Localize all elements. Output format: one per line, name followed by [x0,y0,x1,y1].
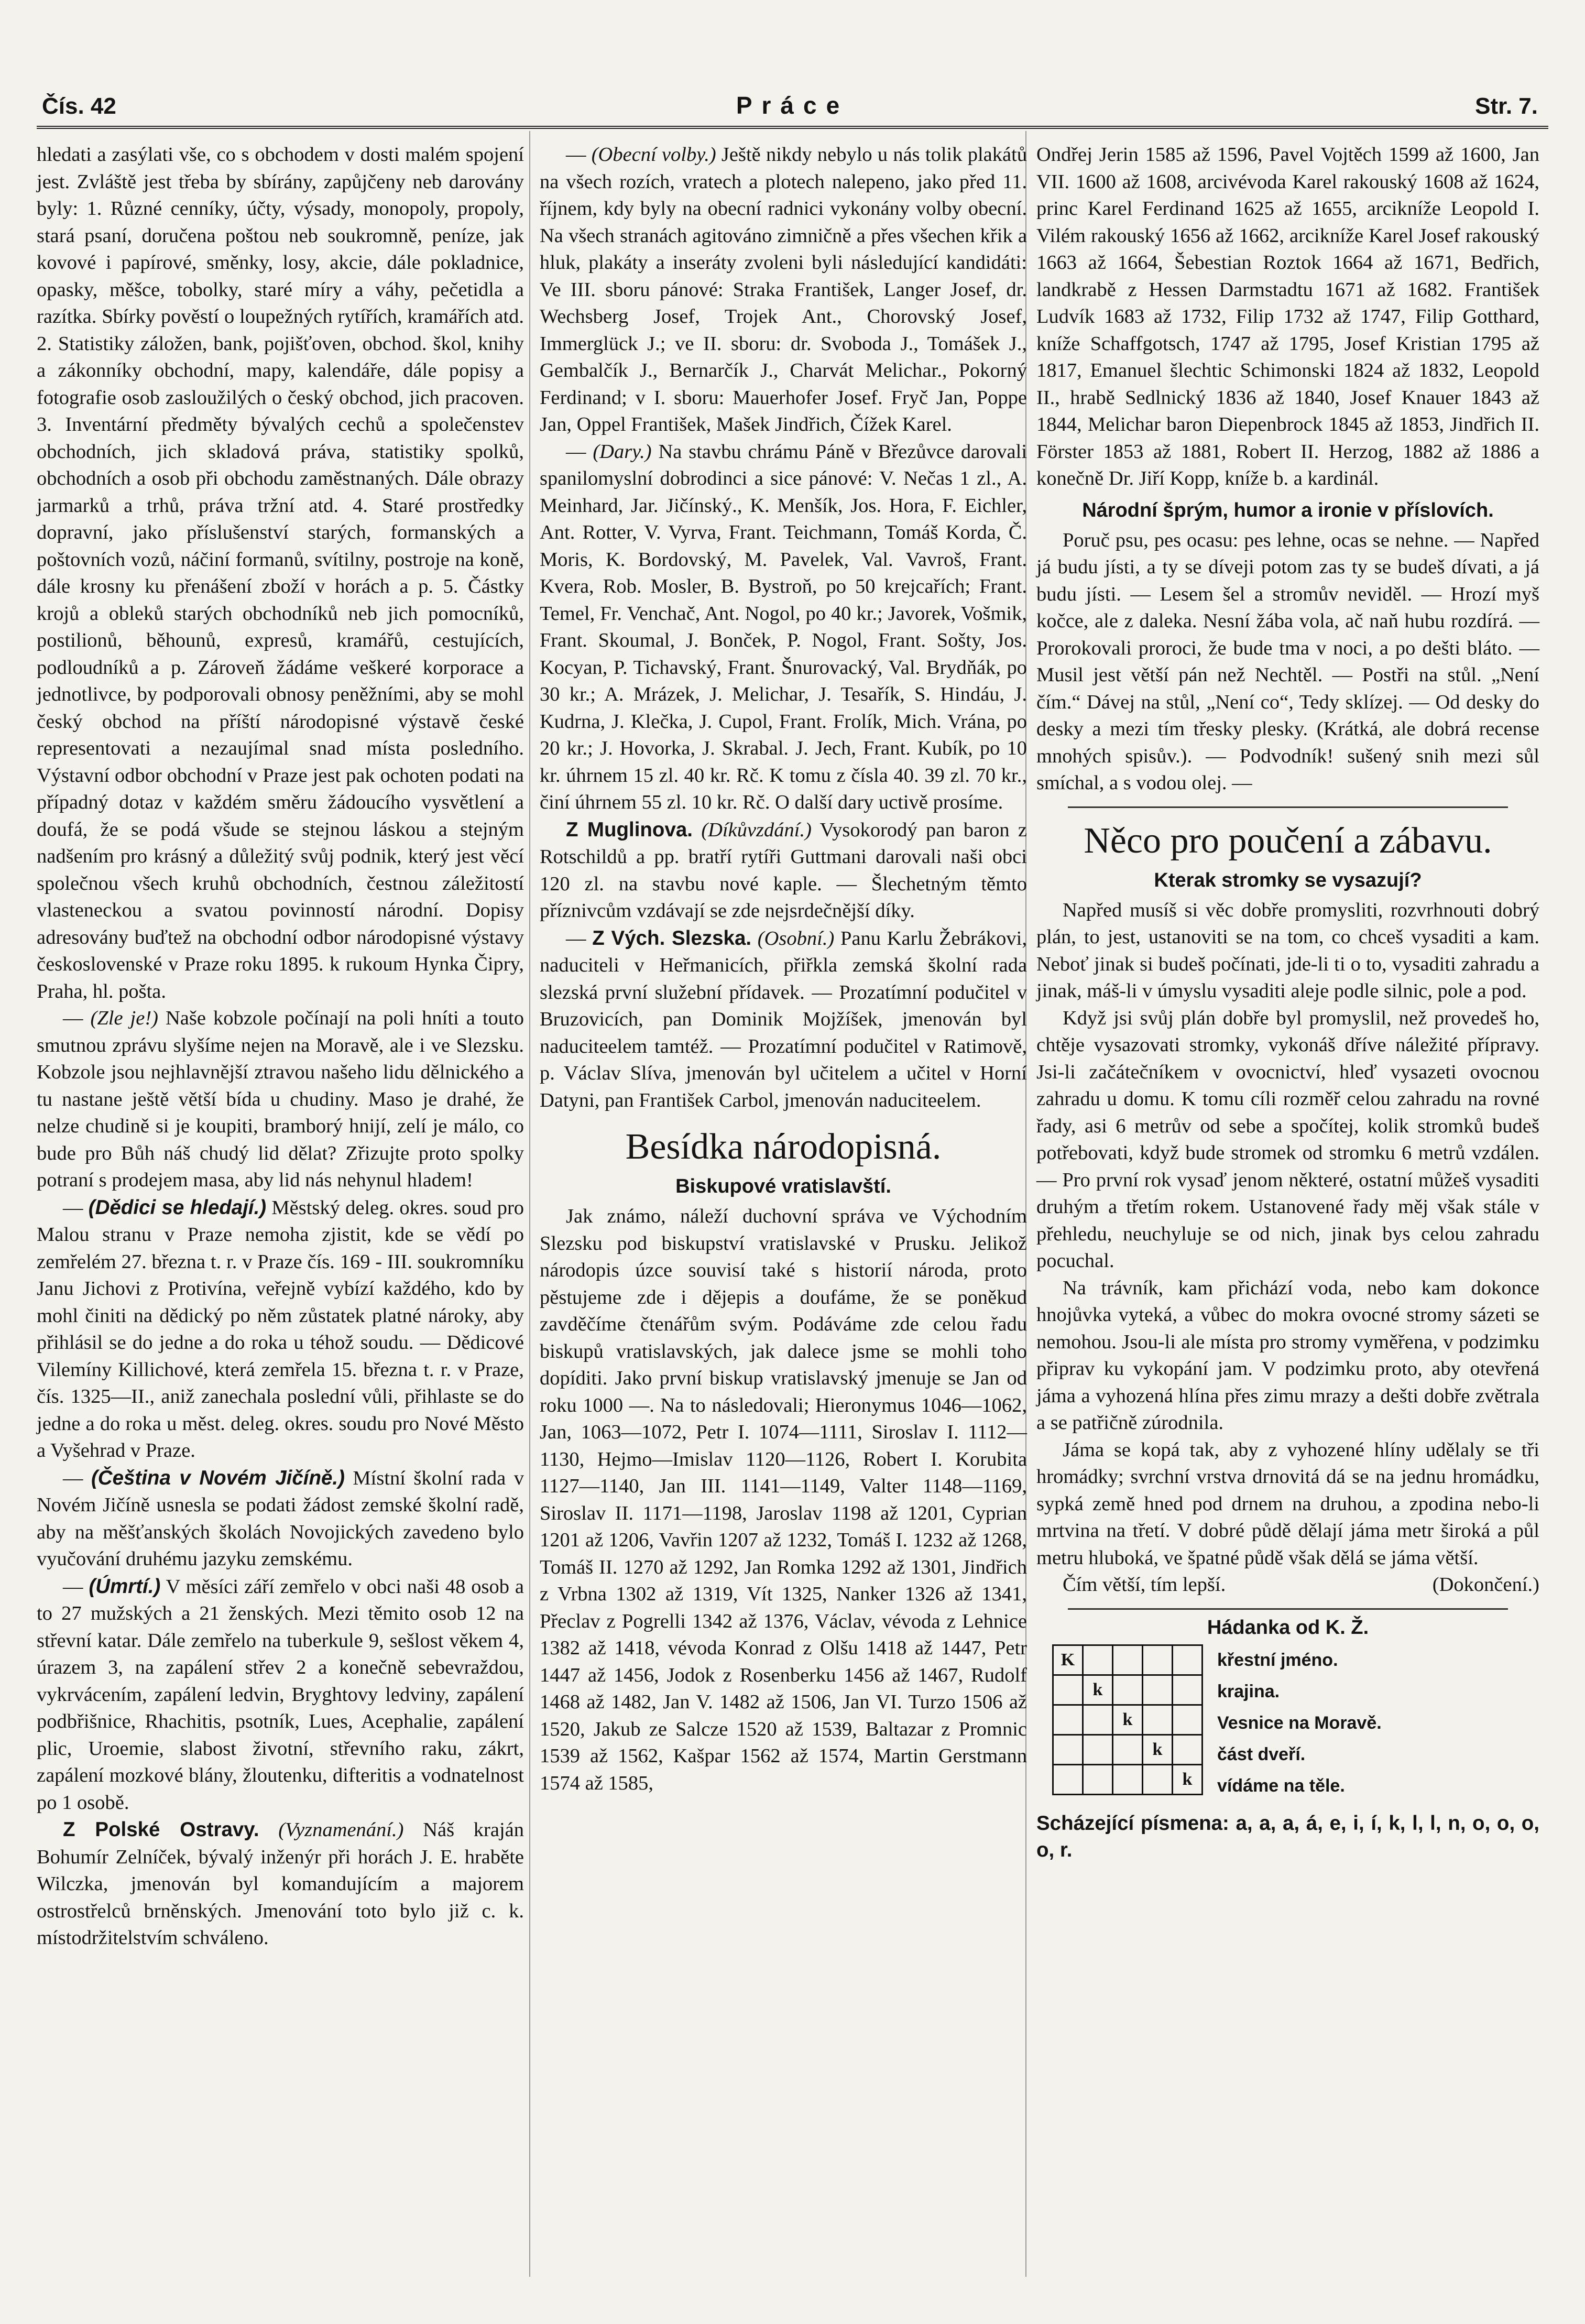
article-text: Náš kraján Bohumír Zelníček, bývalý inženýr při horách J. E. hraběte Wilczka, jmenován byl komandujícím a majorem ostrostřelců brněnských. Jmenování toto bylo již c. k. místodržitelstvím schváleno. [37,1819,524,1949]
article-heading: (Dědici se hledají.) [88,1196,267,1219]
puzzle-clue: část dveří. [1217,1744,1306,1764]
article-paragraph: Na trávník, kam přichází voda, nebo kam dokonce hnojůvka vyteká, a vůbec do mokra ovocné stromy sázeti se nemohou. Jsou-li ale místa pro stromy vyměřena, v podzimku připrav ku vykopání jam. V podzimku proto, aby otevřená jáma a vyhozená hlína přes zimu mrazy a dešti dobře zvětrala a se patřičně zúrodnila. [1036,1276,1539,1434]
puzzle-cell: k [1113,1705,1143,1734]
continuation-note: (Dokončení.) [1432,1574,1539,1596]
article-paragraph: — (Dary.) Na stavbu chrámu Páně v Březůvce darovali spanilomyslní dobrodinci a sice pánové: V. Nečas 1 zl., A. Meinhard, Jar. Jičínský., K. Menšík, Jos. Hora, F. Eichler, Ant. Rotter, V. Vyrva, Frant. Teichmann, Tomáš Korda, Č. Moris, K. Bordovský, M. Pavelek, Val. Vavroš, Frant. Kvera, Rob. Mosler, B. Bystroň, po 50 krejcařích; Frant. Temel, Fr. Venchač, Ant. Nogol, po 40 kr.; Javorek, Vošmik, Frant. Skoumal, J. Bonček, P. Nogol, Frant. Sošty, Jos. Kocyan, P. Tichavský, Frant. Šnurovacký, Val. Brydňák, po 30 kr.; A. Mrázek, J. Melichar, J. Tesařík, S. Hindáu, J. Kudrna, J. Klečka, J. Cupol, Frant. Frolík, Mich. Vrána, po 20 kr.; J. Hovorka, J. Skrabal. J. Jech, Frant. Kubík, po 10 kr. úhrnem 15 zl. 40 kr. Rč. K tomu z čísla 40. 39 zl. 70 kr., činí úhrnem 55 zl. 10 kr. Rč. O další dary uctivě prosíme. [540,440,1027,813]
section-subtitle: Biskupové vratislavští. [675,1175,891,1197]
article-heading: (Obecní volby.) [591,144,716,166]
section-rule [1068,1608,1508,1610]
article-paragraph [1036,1572,1539,1599]
article-paragraph: — Z Vých. Slezska. (Osobní.) Panu Karlu Žebrákovi, naduciteli v Heřmanicích, přiřkla zemská školní rada slezská první služební přídavek. — Prozatímní podučitel v Bruzovicích, pan Dominik Mojžíšek, jmenován byl naduciteelem tamtéž. — Prozatímní podučitel v Ratimově, p. Václav Slíva, jmenován byl učitelem a učitel v Horní Datyni, pan František Carbol, jmenován naduciteelem. [540,926,1027,1111]
article-text: Na stavbu chrámu Páně v Březůvce darovali spanilomyslní dobrodinci a sice pánové: V. Nečas 1 zl., A. Meinhard, Jar. Jičínský., K. Menšík, Jos. Hora, F. Eichler, Ant. Rotter, V. Vyrva, Frant. Teichmann, Tomáš Korda, Č. Moris, K. Bordovský, M. Pavelek, Val. Vavroš, Frant. Kvera, Rob. Mosler, B. Bystroň, po 50 krejcařích; Frant. Temel, Fr. Venchač, Ant. Nogol, po 40 kr.; Javorek, Vošmik, Frant. Skoumal, J. Bonček, P. Nogol, Frant. Sošty, Jos. Kocyan, P. Tichavský, Frant. Šnurovacký, Val. Brydňák, po 30 kr.; A. Mrázek, J. Melichar, J. Tesařík, S. Hindáu, J. Kudrna, J. Klečka, J. Cupol, Frant. Frolík, Mich. Vrána, po 20 kr.; J. Hovorka, J. Skrabal. J. Jech, Frant. Kubík, po 10 kr. úhrnem 15 zl. 40 kr. Rč. K tomu z čísla 40. 39 zl. 70 kr., činí úhrnem 55 zl. 10 kr. Rč. O další dary uctivě prosíme. [540,440,1027,813]
page-header [37,79,1548,129]
issue-number: Čís. 42 [42,93,116,119]
article-paragraph: Napřed musíš si věc dobře promysliti, rozvrhnouti dobrý plán, to jest, ustanoviti se na tom, co chceš vysaditi a kam. Neboť jinak si budeš počínati, jde-li ti o to, vysaditi zahradu a jinak, máš-li v úmyslu vysaditi aleje podle silnic, pole a pod. [1036,899,1539,1002]
section-subtitle: Národní šprým, humor a ironie v příslovích. [1082,499,1494,521]
article-paragraph: Když jsi svůj plán dobře byl promyslil, než provedeš ho, chtěje vysazovati stromky, vykonáš dříve náležité přípravy. Jsi-li začátečníkem v ovocnictví, hleď vysazeti ovocnou zahradu u domu. K tomu cíli rozměř celou zahradu na rovné řady, asi 6 metrův od sebe a spočítej, kolik stromků budeš potřebovati, když bude stromek od stromku 6 metrů vzdálen. — Pro první rok vysaď jenom některé, ostatní můžeš vysaditi druhým a třetím rokem. Ustanovené řady měj však stále v přehledu, neuchyluje se od nich, jinak bys celou zahradu pocuchal. [1036,1007,1539,1272]
article-heading: (Vyznamenání.) [278,1819,404,1841]
article-paragraph: — (Zle je!) Naše kobzole počínají na poli hníti a touto smutnou zprávu slyšíme nejen na Moravě, ale i ve Slezsku. Kobzole jsou nejhlavnější ztravou našeho lidu dělnického a tu nastane ještě větší bída u chudiny. Maso je drahé, že nelze chudině si je koupiti, bramborý hnijí, zelí je málo, co bude pro Bůh náš chudý lid dělat? Zřizujte proto spolky potraní s prodejem masa, aby lid nás nehynul hladem! [37,1007,524,1191]
column-3 [1036,141,1539,1864]
article-text: Čím větší, tím lepší. [1063,1574,1226,1596]
article-heading: (Úmrtí.) [89,1575,161,1598]
puzzle-cell: k [1173,1764,1203,1794]
article-paragraph: hledati a zasýlati vše, co s obchodem v dosti malém spojení jest. Zvláště jest třeba by sbírány, zapůjčeny neb darovány byly: 1. Různé cenníky, účty, výsady, monopoly, propoly, stará psaní, doručena poštou neb soukromně, peníze, jak kovové i papírové, směnky, losy, akcie, dále pokladnice, opasky, měšce, tobolky, staré míry a váhy, pečetidla a razítka. Sbírky pověstí o loupežných rytířích, kramářích atd. 2. Statistiky záložen, bank, pojišťoven, obchod. škol, knihy a zákonníky obchodní, mapy, kalendáře, dále popisy a fotografie osob zasloužilých o český obchod, jich pracoven. 3. Inventární předměty bývalých cechů a společenstev obchodních, jich skladová práva, statistiky spolků, obchodních a osob při obchodu zaměstnaných. Dále obrazy jarmarků a trhů, práva tržní atd. 4. Staré prostředky dopravní, jako příslušenství starých, formanských a poštovních vozů, náčiní formanů, svítilny, postroje na koně, dále krosny ku přenášení zboží v horách a p. 5. Částky krojů a obleků starých obchodníků neb jich pomocníků, postilionů, běhounů, expresů, kramářů, cestujících, podloudníků a p. Zároveň žádáme veškeré korporace a jednotlivce, by podporovali obnosy peněžními, aby se mohl český obchod na příští národopisné výstavě české representovati a nezaujímal snad místa posledního. Výstavní odbor obchodní v Praze jest pak ochoten podati na případný dotaz v každém směru žádoucího vysvětlení a doufá, že se podá všude se stejnou láskou a stejným nadšením pro krásný a důležitý svůj podnik, který jest věcí společnou všech kruhů obchodních, čestnou záležitostí vlasteneckou a svatou povinností národní. Dopisy adresovány buďtež na obchodní odbor národopisné výstavy československé v Praze roku 1895. k rukoum Hynka Čipry, Praha, hl. pošta. [37,144,524,1002]
article-paragraph: — (Čeština v Novém Jičíně.) Místní školní rada v Novém Jičíně usnesla se podati žádost zemské školní radě, aby na měšťanských školách Novojických zavedeno bylo vyučování druhému jazyku zemskému. [37,1466,524,1570]
article-text: V měsíci září zemřelo v obci naši 48 osob a to 27 mužských a 21 ženských. Mezi těmito osob 12 na střevní katar. Dále zemřelo na tuberkule 9, sešlost věkem 4, úrazem 3, na zapálení střev 2 a konečně sebevraždou, vykrvácením, zapálení ledvin, Bryghtovy ledviny, zapálení podbřišnice, Rhachitis, psotník, Lues, Acephalie, zapálení plic, Uroemie, slabost životní, střevního raku, zákrt, zapálení mozkové blány, žloutenku, difteritis a vodnatelnost po 1 osobě. [37,1575,524,1814]
column-divider [529,131,530,2277]
article-text: Městský deleg. okres. soud pro Malou stranu v Praze nemoha zjistit, kde se vědí po zemřelém 27. března t. r. v Praze čís. 169 - III. soukromníku Janu Jichovi z Protivína, veřejně vybízí každého, kdo by mohl činiti na dědický po něm zůstatek platné nároky, aby přihlásil se do jedne a do roka u téhož soudu. — Dědicové Vilemíny Killichové, která zemřela 15. března t. r. v Praze, čís. 1325—II., aniž zanechala poslední vůli, přihlaste se do jedne a do roka u měst. deleg. okres. soudu pro Nové Město a Vyšehrad v Praze. [37,1196,524,1461]
article-place: Z Vých. Slezska. [592,926,752,950]
column-2 [540,141,1027,1797]
article-heading: (Dary.) [593,440,652,463]
section-subtitle: Kterak stromky se vysazují? [1154,869,1422,891]
article-text: Ještě nikdy nebylo u nás tolik plakátů na všech rozích, vratech a plotech nalepeno, jako před 11. říjnem, kdy byly na obecní radnici vykonány volby obecní. Na všech stranách agitováno zimničně a přes všechen křik a hluk, plakáty a inseráty zvoleni byli následující kandidáti: Ve III. sboru pánové: Straka František, Langer Josef, dr. Wechsberg Josef, Trojek Ant., Chorovský Josef, Immerglück J.; ve II. sboru: dr. Svoboda J., Tomášek J., Gembalčík J., Bernarčík J., Charvát Melichar., Pokorný Ferdinand; v I. sboru: Mauerhofer Josef. Fryč Jan, Poppe Jan, Oppel František, Mašek Jindřich, Čížek Karel. [540,144,1027,435]
puzzle-grid [1052,1644,1203,1795]
puzzle-cell: K [1053,1645,1083,1675]
article-text: Místní školní rada v Novém Jičíně usnesla se podati žádost zemské školní radě, aby na měšťanských školách Novojických zavedeno bylo vyučování druhému jazyku zemskému. [37,1467,524,1570]
puzzle-clue: křestní jméno. [1217,1650,1338,1670]
article-paragraph: Poruč psu, pes ocasu: pes lehne, ocas se nehne. — Napřed já budu jísti, a ty se díveji potom zas ty se budeš dívati, a já budu jísti. — Lesem šel a stromův neviděl. — Hrozí myš kočce, ale z daleka. Nesní žába vola, ač naň hubu rozdírá. — Prorokovali proroci, že bude tma v noci, a po dešti bláto. — Musil jest větší pán než Nechtěl. — Postři na stůl. „Není čím.“ Dávej na stůl, „Není co“, Tedy sklízej. — Od desky do desky a mezi tím třesky plesky. (Krátká, ale dobrá recense mnohých spisův.). — Podvodník! sušený snih mezi sůl smíchal, a s vodou olej. — [1036,529,1539,794]
article-heading: (Osobní.) [757,927,835,950]
article-paragraph: Jáma se kopá tak, aby z vyhozené hlíny udělaly se tři hromádky; svrchní vrstva drnovitá dá se na jednu hromádku, sypká země hned pod drnem na druhou, a zpodina nebo-li mrtvina na třetí. V dobré půdě dělají jáma metr široká a půl metru hluboká, ve špatné půdě však dělá se jáma větší. [1036,1438,1539,1569]
article-text: Panu Karlu Žebrákovi, naduciteli v Heřmanicích, přiřkla zemská školní rada slezská první služební přídavek. — Prozatímní podučitel v Bruzovicích, pan Dominik Mojžíšek, jmenován byl naduciteelem tamtéž. — Prozatímní podučitel v Ratimově, p. Václav Slíva, jmenován byl učitelem a učitel v Horní Datyni, pan František Carbol, jmenován naduciteelem. [540,927,1027,1111]
article-text: Vysokorodý pan baron z Rotschildů a pp. bratří rytíři Guttmani darovali naši obci 120 zl. na stavbu nové kaple. — Šlechetným těmto příznivcům vzdávají se zde nejsrdečnější díky. [540,819,1027,922]
article-paragraph: — (Dědici se hledají.) Městský deleg. okres. soud pro Malou stranu v Praze nemoha zjistit, kde se vědí po zemřelém 27. března t. r. v Praze čís. 169 - III. soukromníku Janu Jichovi z Protivína, veřejně vybízí každého, kdo by mohl činiti na dědický po něm zůstatek platné nároky, aby přihlásil se do jedne a do roka u téhož soudu. — Dědicové Vilemíny Killichové, která zemřela 15. března t. r. v Praze, čís. 1325—II., aniž zanechala poslední vůli, přihlaste se do jedne a do roka u měst. deleg. okres. soudu pro Nové Město a Vyšehrad v Praze. [37,1196,524,1461]
puzzle-missing-letters: Scházející písmena: a, a, a, á, e, i, í, k, l, l, n, o, o, o, o, r. [1036,1812,1539,1861]
puzzle-title: Hádanka od K. Ž. [1207,1616,1369,1639]
article-paragraph: — (Úmrtí.) V měsíci září zemřelo v obci naši 48 osob a to 27 mužských a 21 ženských. Mezi těmito osob 12 na střevní katar. Dále zemřelo na tuberkule 9, sešlost věkem 4, úrazem 3, na zapálení střev 2 a konečně sebevraždou, vykrvácením, zapálení ledvin, Bryghtovy ledviny, zapálení podbřišnice, Rhachitis, psotník, Lues, Acephalie, zapálení plic, Uroemie, slabost životní, střevního raku, zákrt, zapálení mozkové blány, žloutenku, difteritis a vodnatelnost po 1 osobě. [37,1575,524,1814]
puzzle-clue: krajina. [1217,1681,1280,1701]
section-title: Něco pro poučení a zábavu. [1084,820,1492,861]
article-paragraph: Ondřej Jerin 1585 až 1596, Pavel Vojtěch 1599 až 1600, Jan VII. 1600 až 1608, arcivévoda Karel rakouský 1608 až 1624, princ Karel Ferdinand 1625 až 1655, arcikníže Leopold I. Vilém rakouský 1656 až 1662, arcikníže Karel Josef rakouský 1663 až 1664, Šebestian Roztok 1664 až 1671, Bedřich, landkrabě z Hessen Darmstadtu 1671 až 1682. František Ludvík 1683 až 1732, Filip 1732 až 1747, Filip Gotthard, kníže Schaffgotsch, 1747 až 1795, Josef Kristian 1795 až 1817, Emanuel šlechtic Schimonski 1824 až 1832, Leopold II., hrabě Sedlnický 1836 až 1840, Josef Knauer 1843 až 1844, Melichar baron Diepenbrock 1845 až 1853, Jindřich II. Förster 1853 až 1881, Robert II. Herzog, 1882 až 1886 a konečně Dr. Jiří Kopp, kníže b. a kardinál. [1036,144,1539,489]
section-title: Besídka národopisná. [625,1127,942,1167]
puzzle-clue: vídáme na těle. [1217,1775,1345,1796]
article-paragraph [540,816,1027,925]
article-place: Z Polské Ostravy. [63,1818,259,1841]
article-paragraph: — (Obecní volby.) Ještě nikdy nebylo u nás tolik plakátů na všech rozích, vratech a plotech nalepeno, jako před 11. říjnem, kdy byly na obecní radnici vykonány volby obecní. Na všech stranách agitováno zimničně a přes všechen křik a hluk, plakáty a inseráty zvoleni byli následující kandidáti: Ve III. sboru pánové: Straka František, Langer Josef, dr. Wechsberg Josef, Trojek Ant., Chorovský Josef, Immerglück J.; ve II. sboru: dr. Svoboda J., Tomášek J., Gembalčík J., Bernarčík J., Charvát Melichar., Pokorný Ferdinand; v I. sboru: Mauerhofer Josef. Fryč Jan, Poppe Jan, Oppel František, Mašek Jindřich, Čížek Karel. [540,144,1027,435]
section-rule [1068,806,1508,808]
article-heading: (Zle je!) [90,1007,158,1029]
article-heading: (Díkůvzdání.) [701,819,812,841]
newspaper-title: Práce [736,92,849,119]
article-paragraph: Jak známo, náleží duchovní správa ve Východním Slezsku pod biskupství vratislavské v Prusku. Jelikož národopis úzce souvisí také s historií národa, proto pěstujeme zde i dějepis a doufáme, že se poněkud zavděčíme čtenářům svým. Podáváme zde celou řadu biskupů vratislavských, jak dalece jsme se mohli toho dopíditi. Jako první biskup vratislavský jmenuje se Jan od roku 1000 —. Na to následovali; Hieronymus 1046—1062, Jan, 1063—1072, Petr I. 1074—1111, Siroslav I. 1112—1130, Hejmo—Imislav 1120—1126, Robert I. Korubita 1127—1140, Jan III. 1141—1149, Valter 1148—1169, Siroslav II. 1171—1198, Jaroslav 1198 až 1201, Cyprian 1201 až 1206, Vavřin 1207 až 1232, Tomáš I. 1232 až 1268, Tomáš II. 1270 až 1292, Jan Romka 1292 až 1301, Jindřich z Vrbna 1302 až 1319, Vít 1325, Nanker 1326 až 1341, Přeclav z Pogrelli 1342 až 1376, Václav, vévoda z Lehnice 1382 až 1418, vévoda Konrad z Olšu 1418 až 1447, Petr 1447 až 1456, Jodok z Rosenberku 1456 až 1467, Rudolf 1468 až 1482, Jan V. 1482 až 1506, Jan VI. Turzo 1506 až 1520, Jakub ze Salcze 1520 až 1539, Baltazar z Promnic 1539 až 1562, Kašpar 1562 až 1574, Martin Gerstmann 1574 až 1585, [540,1205,1027,1794]
column-1 [37,141,524,1952]
article-heading: (Čeština v Novém Jičíně.) [91,1466,345,1489]
puzzle-clues [1217,1644,1382,1802]
page-number: Str. 7. [1475,93,1538,119]
puzzle-clue: Vesnice na Moravě. [1217,1712,1382,1733]
article-paragraph [37,1816,524,1952]
puzzle-cell: k [1083,1675,1113,1705]
article-place: Z Muglinova. [566,818,693,841]
puzzle-cell: k [1143,1734,1173,1764]
article-text: Naše kobzole počínají na poli hníti a touto smutnou zprávu slyšíme nejen na Moravě, ale i ve Slezsku. Kobzole jsou nejhlavnější ztravou našeho lidu dělnického a tu nastane ještě větší bída u chudiny. Maso je drahé, že nelze chudině si je koupiti, bramborý hnijí, zelí je málo, co bude pro Bůh náš chudý lid dělat? Zřizujte proto spolky potraní s prodejem masa, aby lid nás nehynul hladem! [37,1007,524,1191]
puzzle [1036,1644,1539,1807]
